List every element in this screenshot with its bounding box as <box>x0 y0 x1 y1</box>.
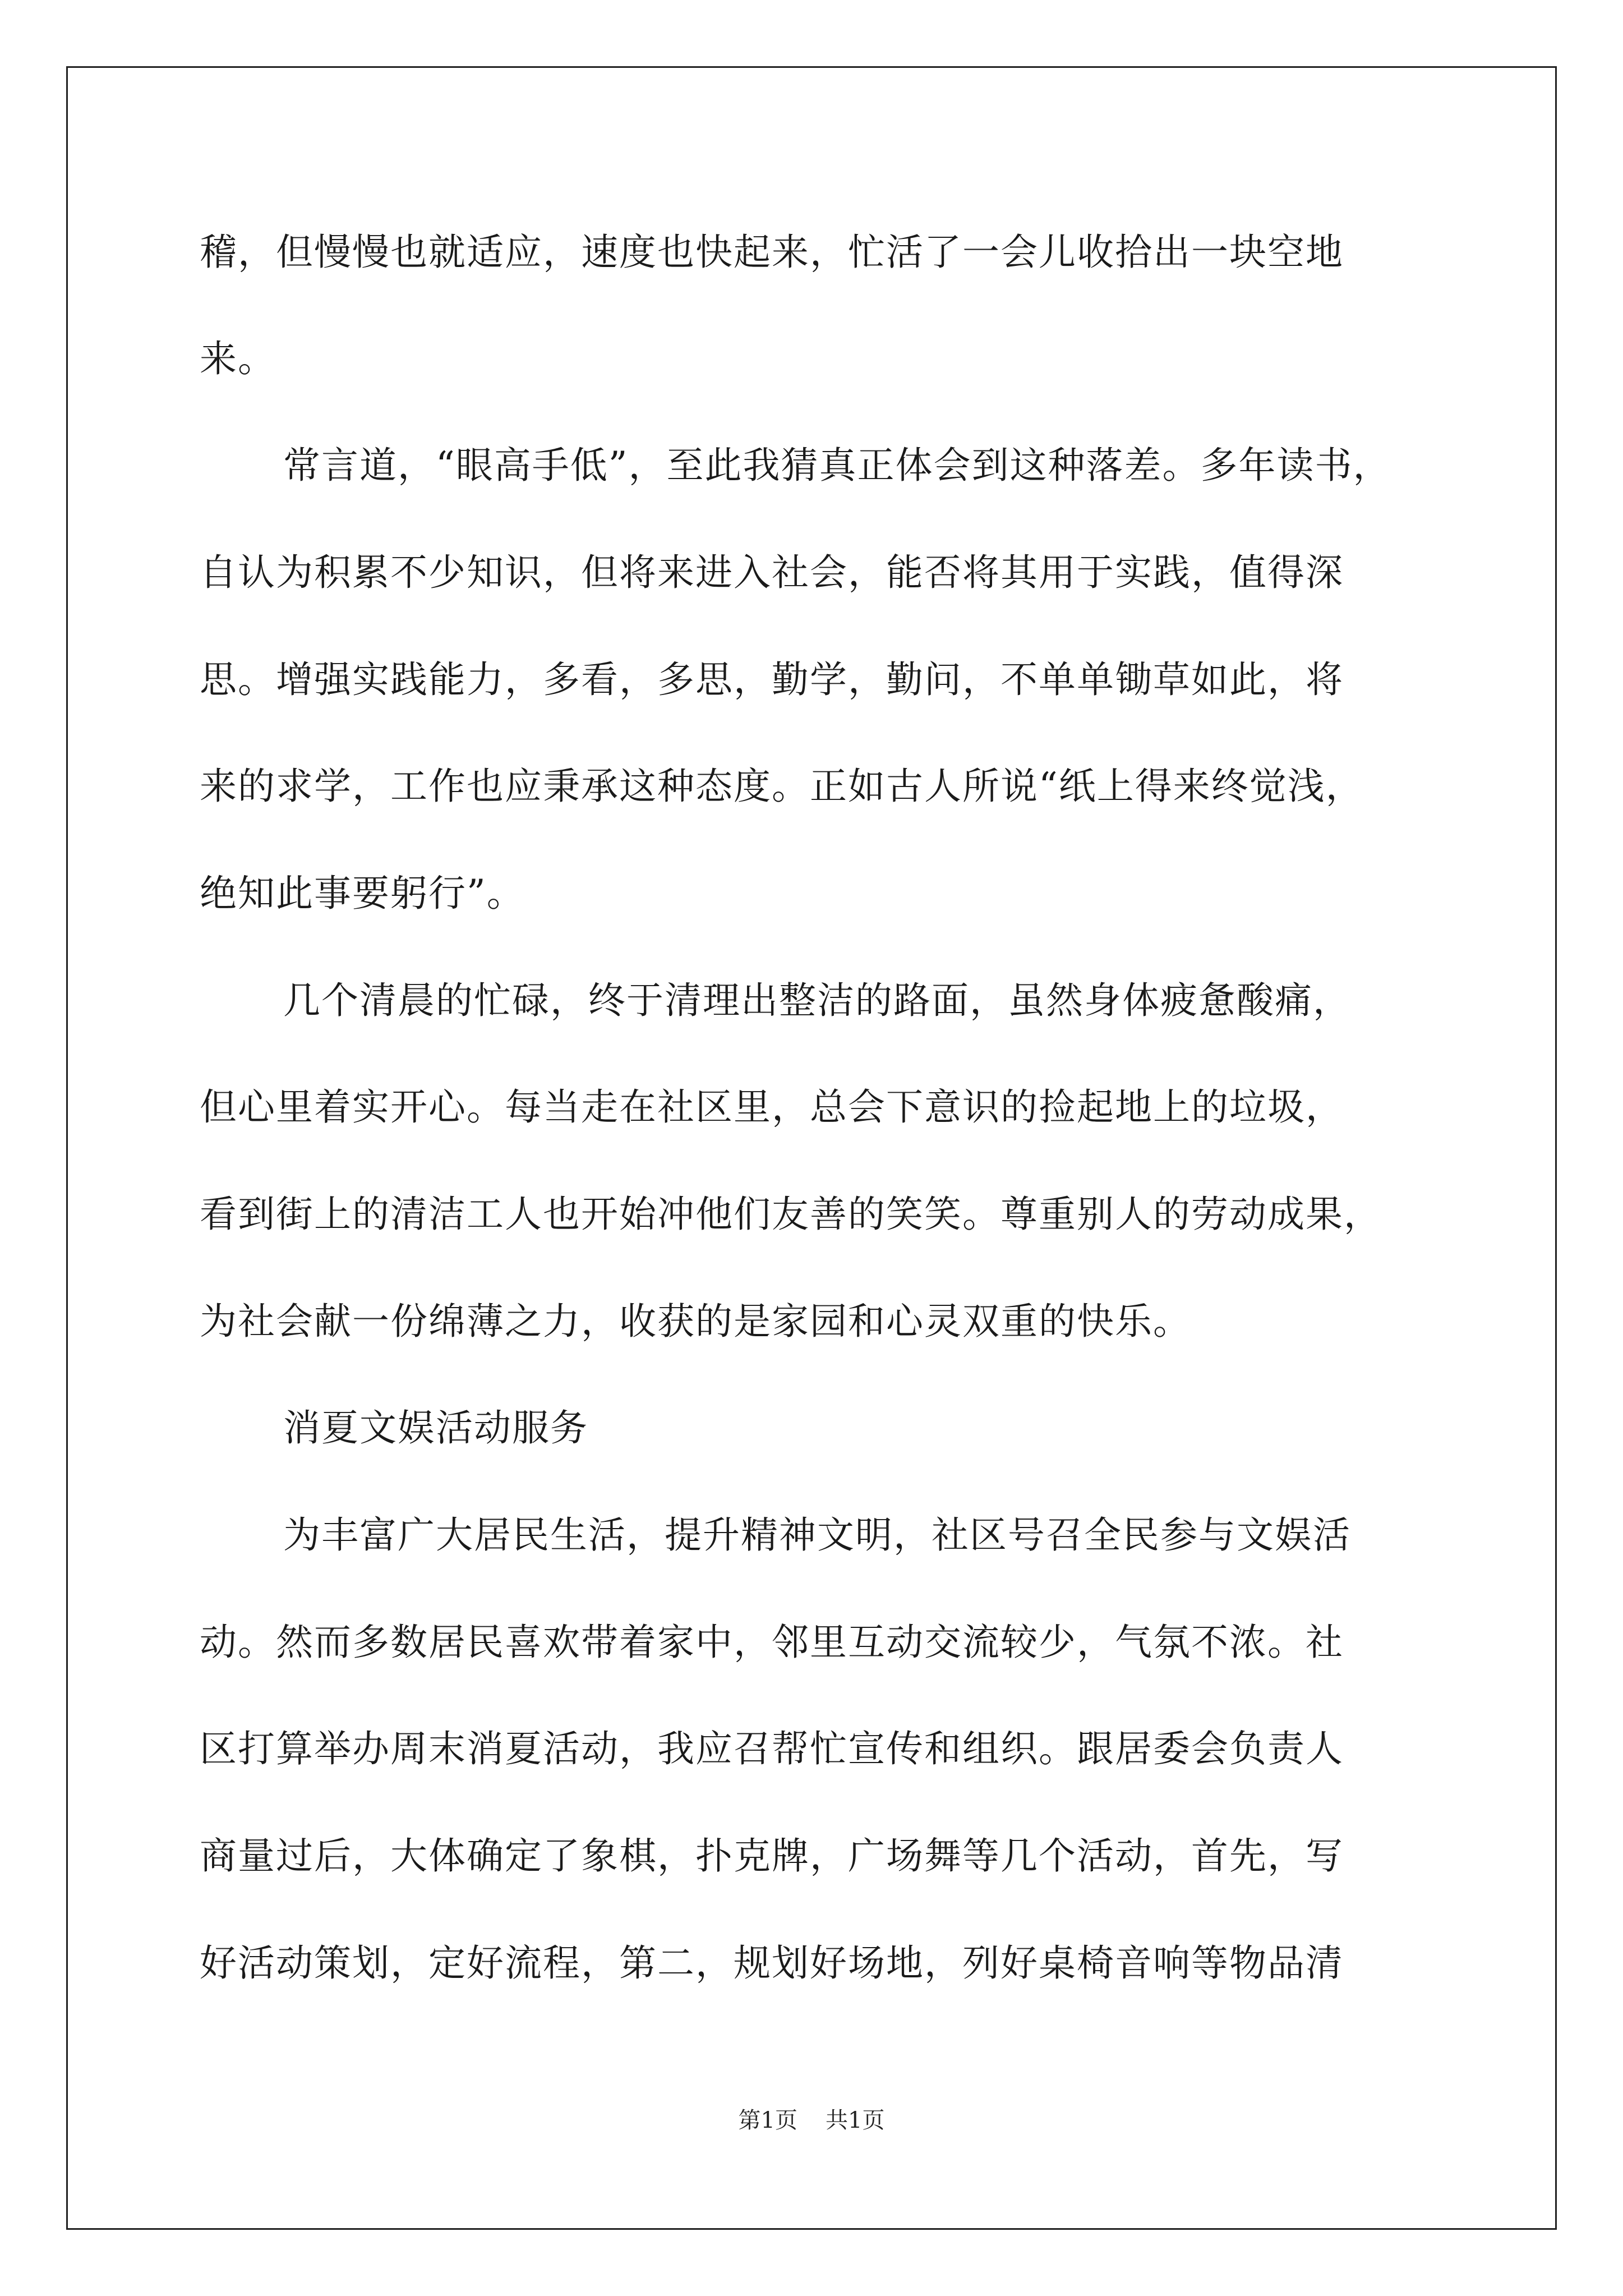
text-line: 绝知此事要躬行”。 <box>200 872 525 915</box>
text-line: 看到街上的清洁工人也开始冲他们友善的笑笑。尊重别人的劳动成果， <box>200 1193 1382 1236</box>
text-line: 为丰富广大居民生活，提升精神文明，社区号召全民参与文娱活 <box>283 1513 1351 1557</box>
text-line: 动。然而多数居民喜欢带着家中，邻里互动交流较少，气氛不浓。社 <box>200 1621 1344 1664</box>
page-footer <box>0 2106 1623 2134</box>
text-line: 好活动策划，定好流程，第二，规划好场地，列好桌椅音响等物品清 <box>200 1941 1344 1985</box>
text-line: 但心里着实开心。每当走在社区里，总会下意识的捡起地上的垃圾， <box>200 1085 1344 1129</box>
text-line: 来的求学，工作也应秉承这种态度。正如古人所说“纸上得来终觉浅， <box>200 765 1364 808</box>
section-heading: 消夏文娱活动服务 <box>283 1406 588 1450</box>
text-line: 常言道，“眼高手低”，至此我猜真正体会到这种落差。多年读书， <box>283 444 1391 487</box>
text-line: 稽，但慢慢也就适应，速度也快起来，忙活了一会儿收拾出一块空地 <box>200 231 1344 274</box>
text-line: 商量过后，大体确定了象棋，扑克牌，广场舞等几个活动，首先，写 <box>200 1834 1344 1878</box>
text-line: 几个清晨的忙碌，终于清理出整洁的路面，虽然身体疲惫酸痛， <box>283 979 1351 1022</box>
text-line: 思。增强实践能力，多看，多思，勤学，勤问，不单单锄草如此，将 <box>200 658 1344 701</box>
text-line: 区打算举办周末消夏活动，我应召帮忙宣传和组织。跟居委会负责人 <box>200 1727 1344 1770</box>
page-border <box>66 66 1557 2230</box>
text-line: 来。 <box>200 337 276 380</box>
page-number: 第1页 <box>738 2108 797 2133</box>
text-line: 自认为积累不少知识，但将来进入社会，能否将其用于实践，值得深 <box>200 551 1344 594</box>
text-line: 为社会献一份绵薄之力，收获的是家园和心灵双重的快乐。 <box>200 1300 1191 1343</box>
page-total: 共1页 <box>826 2108 885 2133</box>
